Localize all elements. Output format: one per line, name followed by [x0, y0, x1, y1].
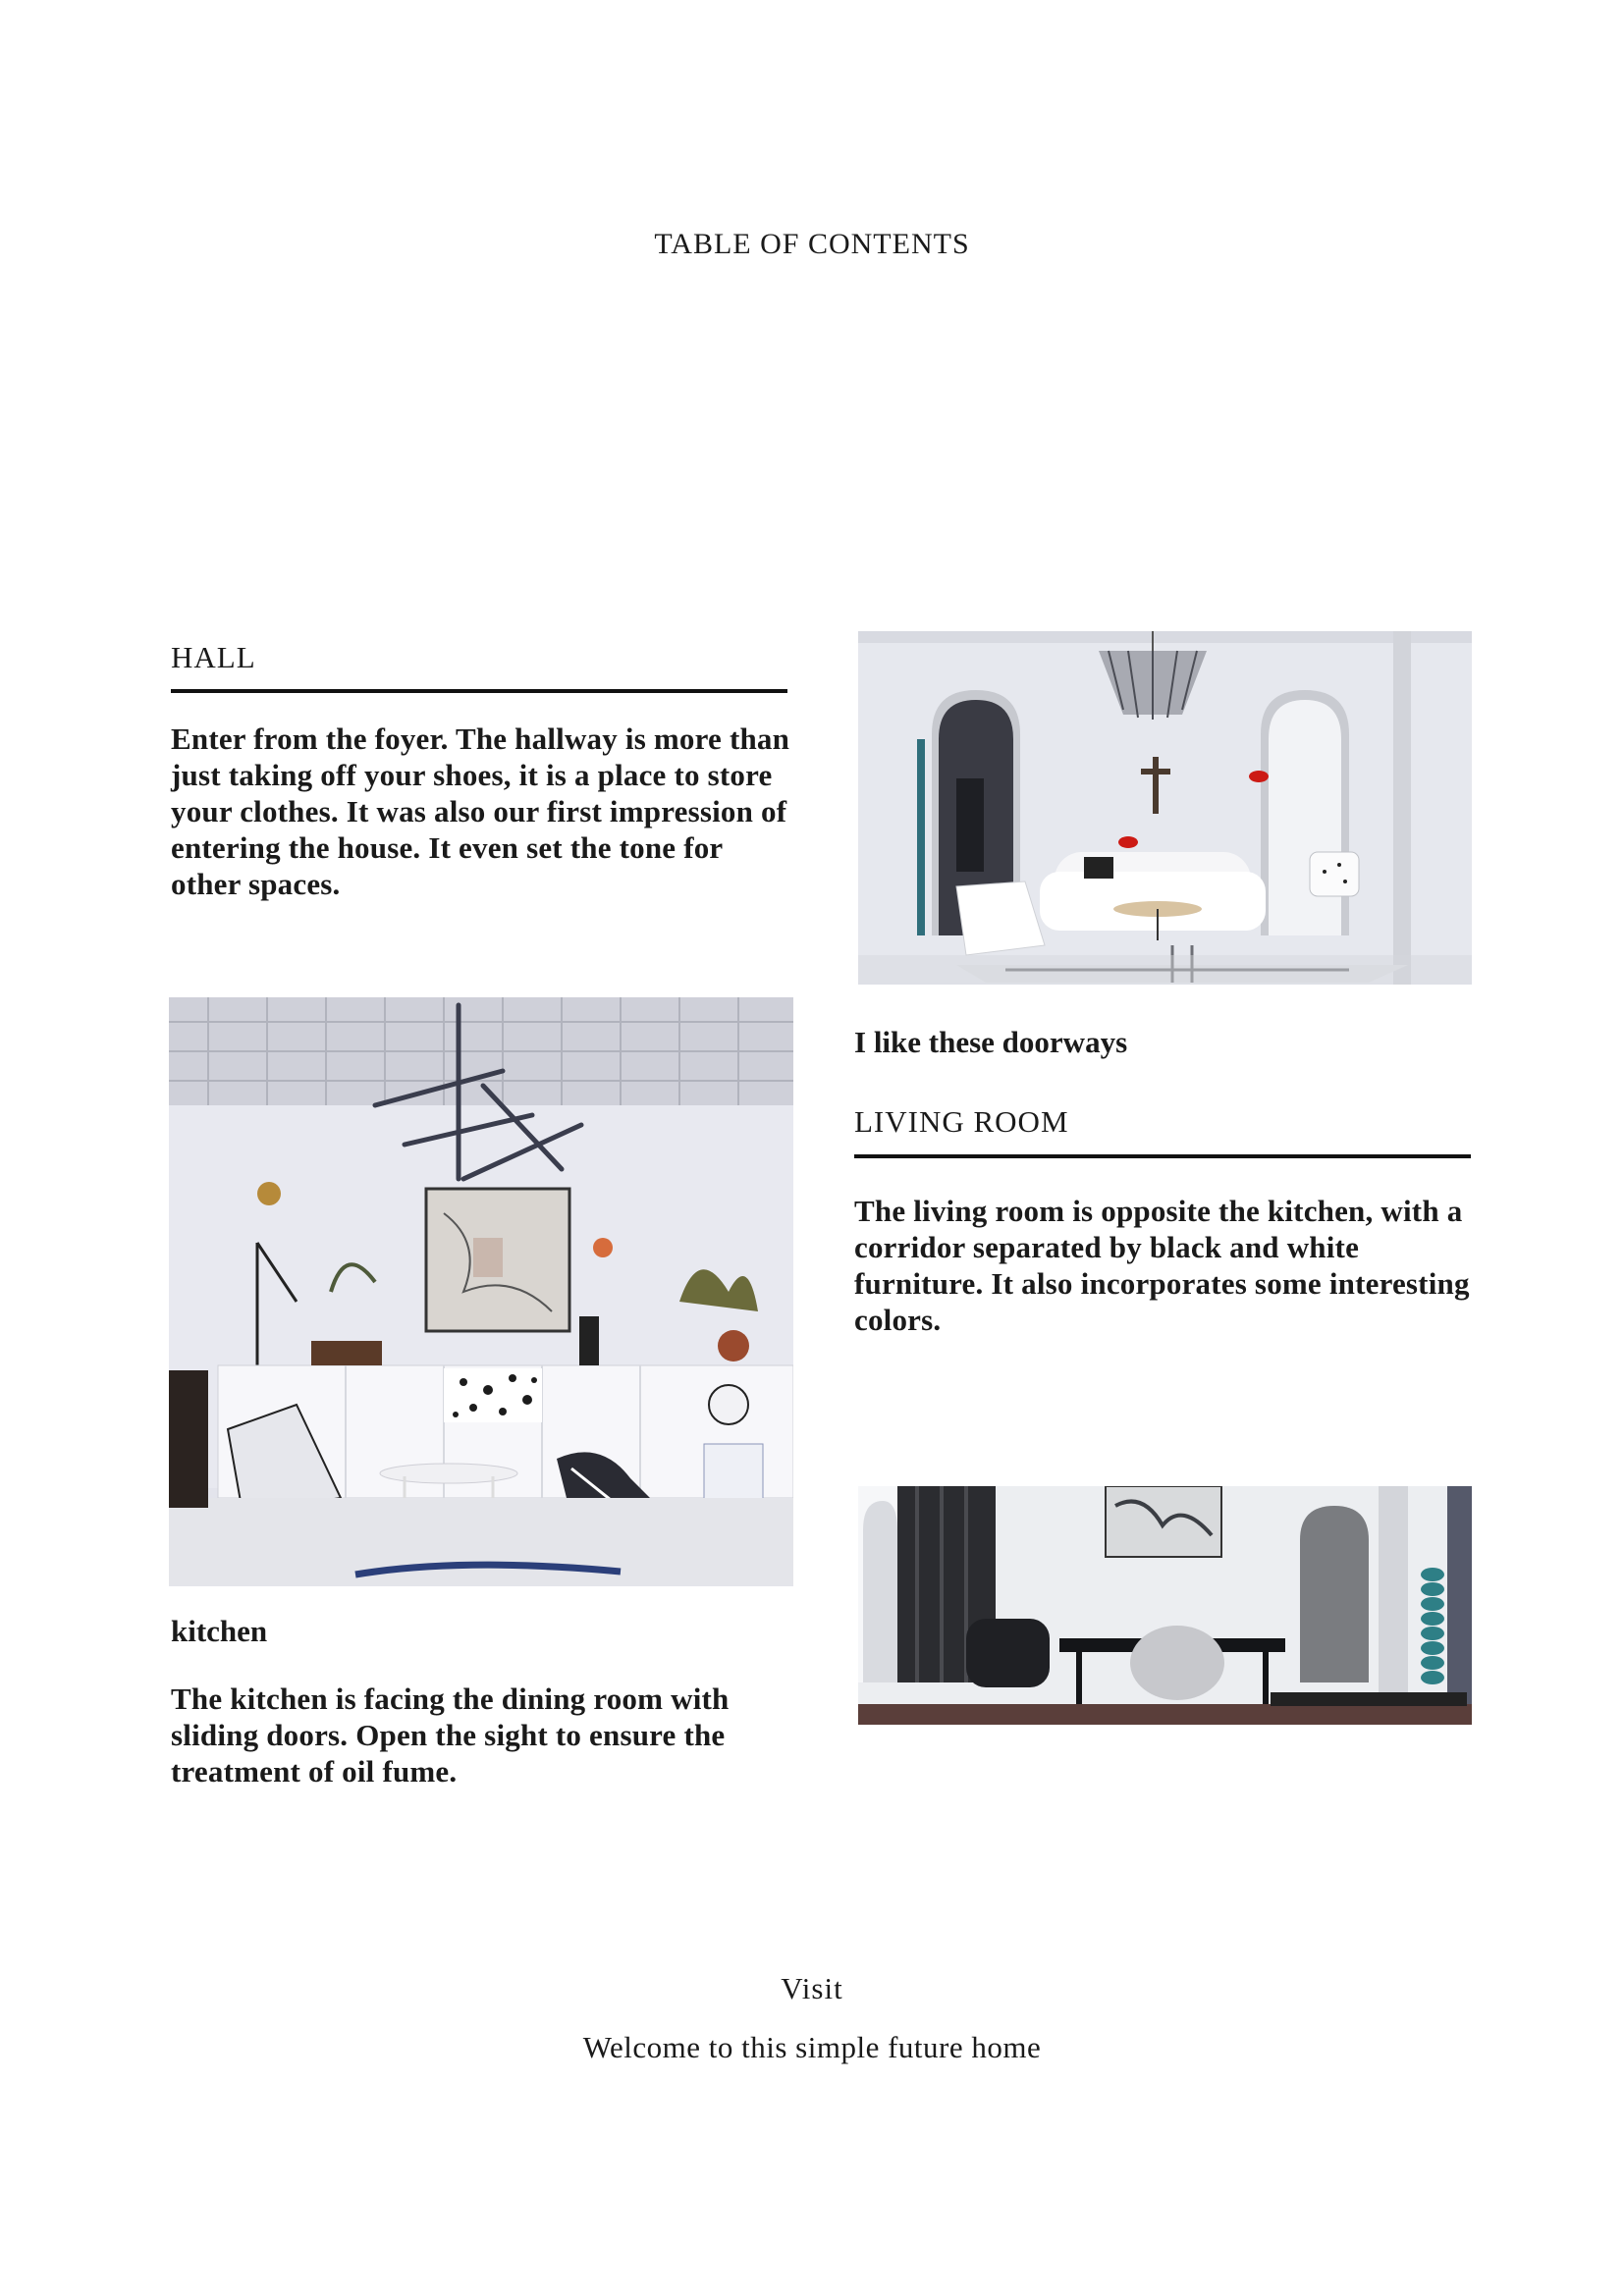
living-room-description: The living room is opposite the kitchen, with a corridor separated by black and white furniture. It also incorporates some interesting colors.: [854, 1194, 1470, 1337]
living-room-divider: [854, 1154, 1471, 1158]
doorways-caption: I like these doorways: [854, 1025, 1128, 1059]
hall-divider: [171, 689, 787, 693]
hall-description: Enter from the foyer. The hallway is more than just taking off your shoes, it is a place to store your clothes. It was also our first impression of entering the house. It even set the tone for other spaces.: [171, 721, 790, 901]
kitchen-heading: kitchen: [171, 1614, 268, 1648]
kitchen-photo: [169, 997, 793, 1586]
hall-heading: HALL: [171, 640, 256, 674]
dining-area-with-black-table-icon: [858, 1486, 1472, 1725]
footer-visit: Visit: [781, 1971, 843, 2005]
living-room-photo: [858, 1486, 1472, 1725]
page-title: TABLE OF CONTENTS: [654, 228, 970, 260]
living-room-heading: LIVING ROOM: [854, 1104, 1069, 1139]
footer-welcome: Welcome to this simple future home: [582, 2030, 1042, 2064]
kitchen-description: The kitchen is facing the dining room with sliding doors. Open the sight to ensure the treatment of oil fume.: [171, 1682, 730, 1789]
white-sideboard-room-with-chandelier-icon: [169, 997, 793, 1586]
hall-photo: [858, 631, 1472, 985]
living-room-with-arched-doorways-icon: [858, 631, 1472, 985]
